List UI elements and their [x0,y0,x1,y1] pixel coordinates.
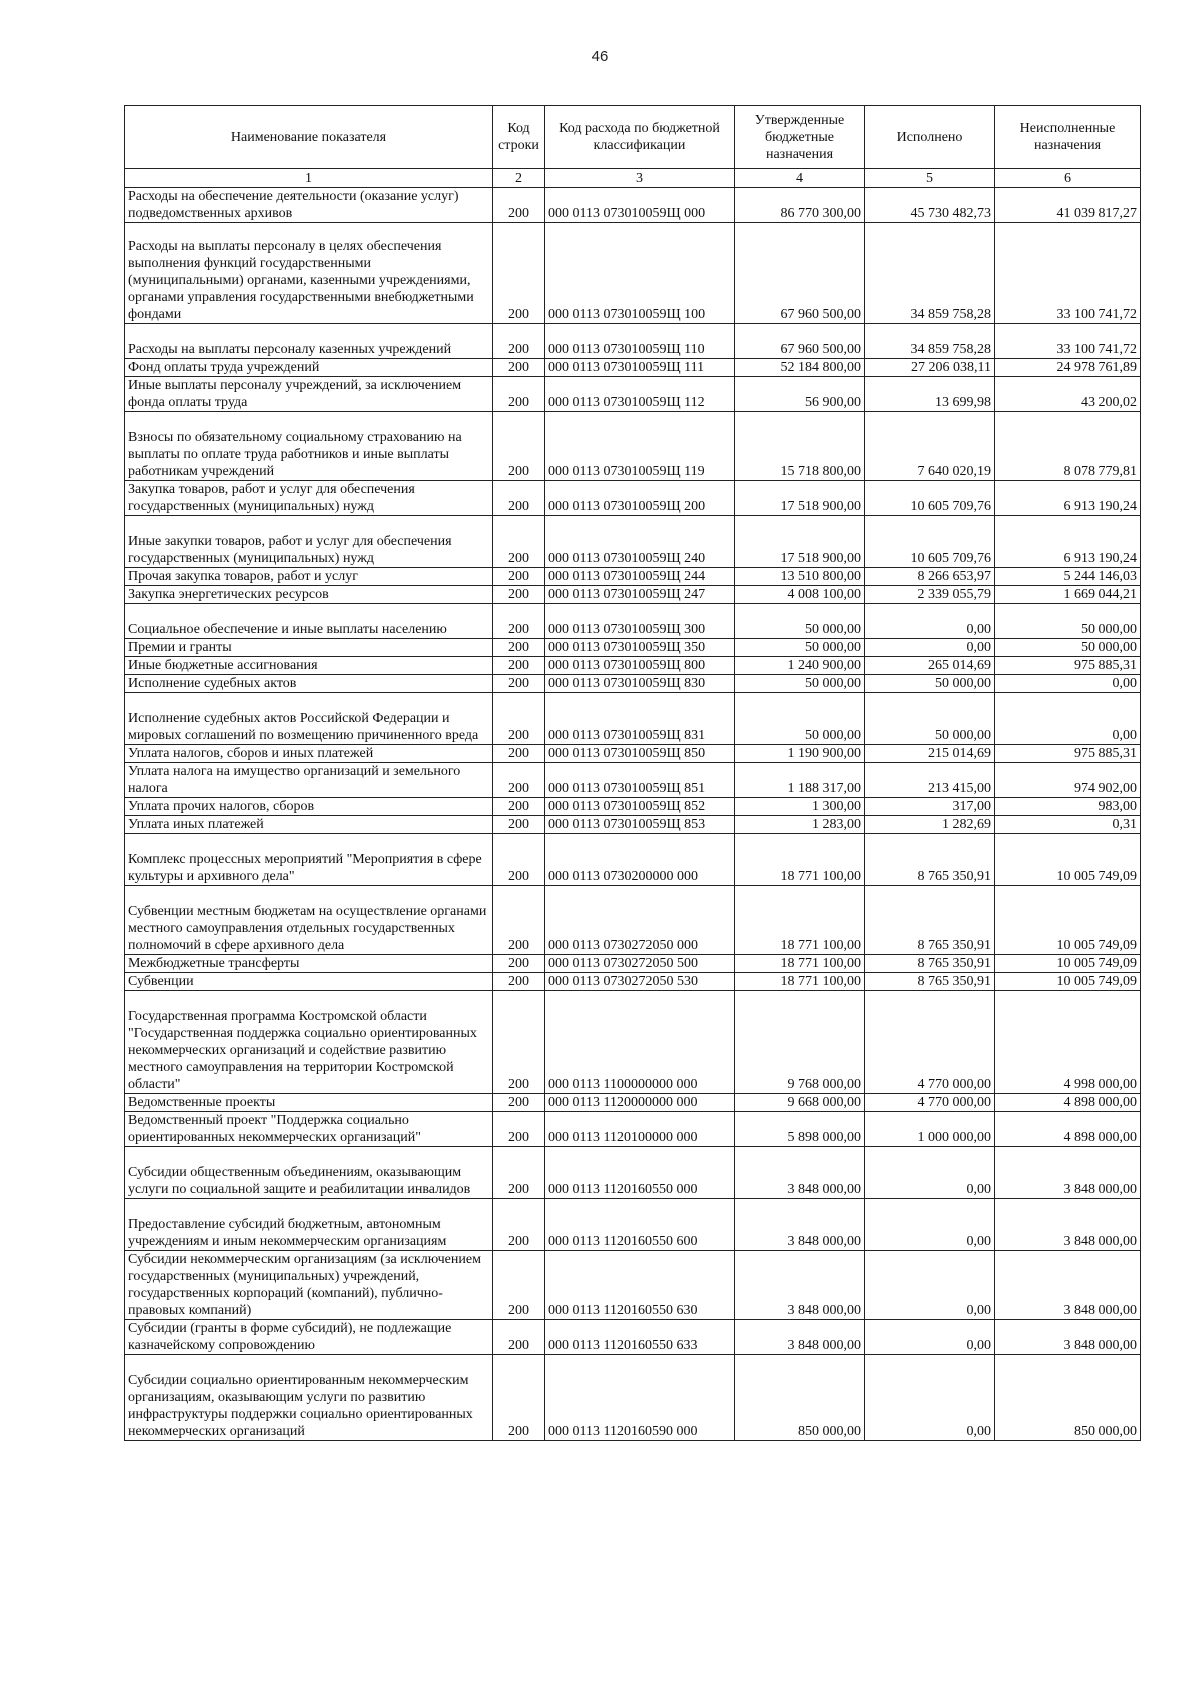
row-executed-amount: 0,00 [865,1147,995,1199]
column-number: 3 [545,169,735,188]
row-approved-amount: 9 668 000,00 [735,1094,865,1112]
table-row [125,223,1141,324]
row-executed-amount: 215 014,69 [865,745,995,763]
column-number: 1 [125,169,493,188]
row-approved-amount: 67 960 500,00 [735,324,865,359]
row-executed-amount: 8 765 350,91 [865,834,995,886]
table-row [125,604,1141,639]
row-expense-code: 000 0113 073010059Щ 244 [545,568,735,586]
row-unexecuted-amount: 50 000,00 [995,639,1141,657]
row-unexecuted-amount: 975 885,31 [995,657,1141,675]
row-name: Закупка энергетических ресурсов [125,586,493,604]
table-row [125,516,1141,568]
row-name: Прочая закупка товаров, работ и услуг [125,568,493,586]
row-approved-amount: 9 768 000,00 [735,991,865,1094]
row-line-code: 200 [493,816,545,834]
row-name: Уплата налогов, сборов и иных платежей [125,745,493,763]
row-executed-amount: 8 765 350,91 [865,955,995,973]
row-unexecuted-amount: 10 005 749,09 [995,955,1141,973]
table-row [125,693,1141,745]
row-executed-amount: 0,00 [865,639,995,657]
row-expense-code: 000 0113 073010059Щ 247 [545,586,735,604]
row-expense-code: 000 0113 073010059Щ 111 [545,359,735,377]
row-line-code: 200 [493,834,545,886]
row-approved-amount: 4 008 100,00 [735,586,865,604]
row-unexecuted-amount: 41 039 817,27 [995,188,1141,223]
row-executed-amount: 8 765 350,91 [865,886,995,955]
row-line-code: 200 [493,324,545,359]
row-expense-code: 000 0113 0730272050 000 [545,886,735,955]
header-indicator-name: Наименование показателя [125,106,493,169]
row-expense-code: 000 0113 073010059Щ 850 [545,745,735,763]
row-line-code: 200 [493,188,545,223]
row-line-code: 200 [493,1094,545,1112]
row-name: Ведомственный проект "Поддержка социально ориентированных некоммерческих организаций" [125,1112,493,1147]
row-executed-amount: 213 415,00 [865,763,995,798]
row-line-code: 200 [493,1320,545,1355]
row-expense-code: 000 0113 073010059Щ 800 [545,657,735,675]
row-approved-amount: 17 518 900,00 [735,516,865,568]
row-expense-code: 000 0113 0730200000 000 [545,834,735,886]
column-number: 2 [493,169,545,188]
table-row [125,1094,1141,1112]
row-approved-amount: 3 848 000,00 [735,1147,865,1199]
row-unexecuted-amount: 10 005 749,09 [995,834,1141,886]
row-expense-code: 000 0113 073010059Щ 853 [545,816,735,834]
row-name: Фонд оплаты труда учреждений [125,359,493,377]
row-line-code: 200 [493,1355,545,1441]
row-approved-amount: 13 510 800,00 [735,568,865,586]
row-approved-amount: 18 771 100,00 [735,886,865,955]
row-executed-amount: 8 765 350,91 [865,973,995,991]
row-executed-amount: 4 770 000,00 [865,1094,995,1112]
row-expense-code: 000 0113 1100000000 000 [545,991,735,1094]
row-line-code: 200 [493,1251,545,1320]
row-line-code: 200 [493,639,545,657]
row-unexecuted-amount: 974 902,00 [995,763,1141,798]
table-body [125,188,1141,1441]
row-executed-amount: 10 605 709,76 [865,481,995,516]
row-executed-amount: 0,00 [865,1355,995,1441]
row-unexecuted-amount: 0,00 [995,675,1141,693]
row-line-code: 200 [493,675,545,693]
row-unexecuted-amount: 43 200,02 [995,377,1141,412]
row-executed-amount: 2 339 055,79 [865,586,995,604]
table-row [125,1355,1141,1441]
row-name: Иные бюджетные ассигнования [125,657,493,675]
row-name: Субсидии некоммерческим организациям (за исключением государственных (муниципальных) учреждений, государственных корпораций (компаний), публично-правовых компаний) [125,1251,493,1320]
row-executed-amount: 10 605 709,76 [865,516,995,568]
row-expense-code: 000 0113 1120160550 633 [545,1320,735,1355]
row-unexecuted-amount: 8 078 779,81 [995,412,1141,481]
row-unexecuted-amount: 3 848 000,00 [995,1199,1141,1251]
row-unexecuted-amount: 0,00 [995,693,1141,745]
row-unexecuted-amount: 33 100 741,72 [995,324,1141,359]
row-name: Иные закупки товаров, работ и услуг для обеспечения государственных (муниципальных) нужд [125,516,493,568]
row-executed-amount: 50 000,00 [865,693,995,745]
row-unexecuted-amount: 1 669 044,21 [995,586,1141,604]
row-unexecuted-amount: 0,31 [995,816,1141,834]
row-executed-amount: 50 000,00 [865,675,995,693]
row-executed-amount: 13 699,98 [865,377,995,412]
budget-execution-table [124,105,1141,1441]
row-approved-amount: 18 771 100,00 [735,955,865,973]
row-unexecuted-amount: 5 244 146,03 [995,568,1141,586]
page-number: 46 [591,48,609,65]
row-line-code: 200 [493,745,545,763]
row-approved-amount: 3 848 000,00 [735,1251,865,1320]
table-row [125,481,1141,516]
column-number: 6 [995,169,1141,188]
row-unexecuted-amount: 4 898 000,00 [995,1094,1141,1112]
row-expense-code: 000 0113 0730272050 530 [545,973,735,991]
row-line-code: 200 [493,359,545,377]
row-expense-code: 000 0113 1120160550 600 [545,1199,735,1251]
row-approved-amount: 52 184 800,00 [735,359,865,377]
column-number: 4 [735,169,865,188]
row-expense-code: 000 0113 073010059Щ 350 [545,639,735,657]
table-header-row [125,106,1141,169]
column-number: 5 [865,169,995,188]
row-name: Субсидии социально ориентированным некоммерческим организациям, оказывающим услуги по развитию инфраструктуры поддержки социально ориентированных некоммерческих организаций [125,1355,493,1441]
row-expense-code: 000 0113 1120160550 000 [545,1147,735,1199]
table-row [125,745,1141,763]
row-approved-amount: 86 770 300,00 [735,188,865,223]
row-unexecuted-amount: 33 100 741,72 [995,223,1141,324]
row-line-code: 200 [493,798,545,816]
table-row [125,359,1141,377]
row-executed-amount: 1 000 000,00 [865,1112,995,1147]
row-name: Уплата налога на имущество организаций и земельного налога [125,763,493,798]
row-line-code: 200 [493,955,545,973]
row-approved-amount: 3 848 000,00 [735,1199,865,1251]
row-expense-code: 000 0113 1120100000 000 [545,1112,735,1147]
row-approved-amount: 1 283,00 [735,816,865,834]
row-executed-amount: 27 206 038,11 [865,359,995,377]
header-executed: Исполнено [865,106,995,169]
table-row [125,324,1141,359]
row-line-code: 200 [493,763,545,798]
row-line-code: 200 [493,1199,545,1251]
table-row [125,1199,1141,1251]
row-name: Закупка товаров, работ и услуг для обеспечения государственных (муниципальных) нужд [125,481,493,516]
table-row [125,639,1141,657]
row-name: Расходы на выплаты персоналу в целях обеспечения выполнения функций государственными (муниципальными) органами, казенными учреждениями, органами управления государственными внебюджетными фондами [125,223,493,324]
row-executed-amount: 7 640 020,19 [865,412,995,481]
row-expense-code: 000 0113 073010059Щ 831 [545,693,735,745]
table-row [125,834,1141,886]
row-approved-amount: 50 000,00 [735,639,865,657]
row-executed-amount: 34 859 758,28 [865,324,995,359]
header-expense-code: Код расхода по бюджетной классификации [545,106,735,169]
row-line-code: 200 [493,568,545,586]
row-unexecuted-amount: 6 913 190,24 [995,481,1141,516]
row-unexecuted-amount: 983,00 [995,798,1141,816]
row-name: Исполнение судебных актов Российской Федерации и мировых соглашений по возмещению причиненного вреда [125,693,493,745]
row-approved-amount: 18 771 100,00 [735,973,865,991]
row-executed-amount: 8 266 653,97 [865,568,995,586]
row-executed-amount: 0,00 [865,1199,995,1251]
row-executed-amount: 317,00 [865,798,995,816]
header-line-code: Код строки [493,106,545,169]
row-name: Расходы на выплаты персоналу казенных учреждений [125,324,493,359]
row-name: Предоставление субсидий бюджетным, автономным учреждениям и иным некоммерческим организациям [125,1199,493,1251]
row-name: Премии и гранты [125,639,493,657]
row-approved-amount: 1 188 317,00 [735,763,865,798]
row-name: Субсидии (гранты в форме субсидий), не подлежащие казначейскому сопровождению [125,1320,493,1355]
row-approved-amount: 1 190 900,00 [735,745,865,763]
row-line-code: 200 [493,1147,545,1199]
row-unexecuted-amount: 3 848 000,00 [995,1251,1141,1320]
row-executed-amount: 0,00 [865,604,995,639]
row-expense-code: 000 0113 073010059Щ 851 [545,763,735,798]
row-executed-amount: 34 859 758,28 [865,223,995,324]
row-line-code: 200 [493,377,545,412]
row-unexecuted-amount: 10 005 749,09 [995,973,1141,991]
table-row [125,1320,1141,1355]
row-line-code: 200 [493,604,545,639]
table-row [125,886,1141,955]
table-row [125,1112,1141,1147]
row-name: Взносы по обязательному социальному страхованию на выплаты по оплате труда работников и иные выплаты работникам учреждений [125,412,493,481]
row-expense-code: 000 0113 073010059Щ 000 [545,188,735,223]
row-unexecuted-amount: 3 848 000,00 [995,1147,1141,1199]
row-expense-code: 000 0113 1120160590 000 [545,1355,735,1441]
row-name: Расходы на обеспечение деятельности (оказание услуг) подведомственных архивов [125,188,493,223]
table-row [125,973,1141,991]
row-line-code: 200 [493,481,545,516]
table-row [125,991,1141,1094]
header-approved: Утвержденные бюджетные назначения [735,106,865,169]
table-row [125,1147,1141,1199]
row-line-code: 200 [493,516,545,568]
row-approved-amount: 5 898 000,00 [735,1112,865,1147]
row-unexecuted-amount: 50 000,00 [995,604,1141,639]
row-unexecuted-amount: 4 998 000,00 [995,991,1141,1094]
row-unexecuted-amount: 10 005 749,09 [995,886,1141,955]
table-row [125,412,1141,481]
row-name: Государственная программа Костромской области "Государственная поддержка социально ориентированных некоммерческих организаций и содействие развитию местного самоуправления на территории Костромской области" [125,991,493,1094]
row-line-code: 200 [493,1112,545,1147]
row-line-code: 200 [493,223,545,324]
row-approved-amount: 3 848 000,00 [735,1320,865,1355]
row-expense-code: 000 0113 073010059Щ 119 [545,412,735,481]
row-executed-amount: 1 282,69 [865,816,995,834]
row-expense-code: 000 0113 073010059Щ 300 [545,604,735,639]
row-executed-amount: 0,00 [865,1251,995,1320]
row-approved-amount: 50 000,00 [735,604,865,639]
row-approved-amount: 1 300,00 [735,798,865,816]
row-unexecuted-amount: 3 848 000,00 [995,1320,1141,1355]
row-name: Исполнение судебных актов [125,675,493,693]
row-unexecuted-amount: 850 000,00 [995,1355,1141,1441]
table-row [125,657,1141,675]
row-unexecuted-amount: 4 898 000,00 [995,1112,1141,1147]
table-row [125,188,1141,223]
table-row [125,955,1141,973]
row-approved-amount: 50 000,00 [735,675,865,693]
row-line-code: 200 [493,973,545,991]
row-expense-code: 000 0113 073010059Щ 200 [545,481,735,516]
table-row [125,798,1141,816]
row-executed-amount: 265 014,69 [865,657,995,675]
row-name: Комплекс процессных мероприятий "Мероприятия в сфере культуры и архивного дела" [125,834,493,886]
row-executed-amount: 45 730 482,73 [865,188,995,223]
row-name: Иные выплаты персоналу учреждений, за исключением фонда оплаты труда [125,377,493,412]
row-expense-code: 000 0113 1120160550 630 [545,1251,735,1320]
row-line-code: 200 [493,693,545,745]
table-row [125,586,1141,604]
column-numbers-row [125,169,1141,188]
row-approved-amount: 56 900,00 [735,377,865,412]
row-expense-code: 000 0113 0730272050 500 [545,955,735,973]
row-expense-code: 000 0113 073010059Щ 240 [545,516,735,568]
row-approved-amount: 15 718 800,00 [735,412,865,481]
row-line-code: 200 [493,657,545,675]
row-line-code: 200 [493,886,545,955]
row-approved-amount: 67 960 500,00 [735,223,865,324]
table-row [125,377,1141,412]
row-unexecuted-amount: 975 885,31 [995,745,1141,763]
table-row [125,675,1141,693]
row-expense-code: 000 0113 073010059Щ 110 [545,324,735,359]
row-expense-code: 000 0113 073010059Щ 100 [545,223,735,324]
row-approved-amount: 1 240 900,00 [735,657,865,675]
row-approved-amount: 17 518 900,00 [735,481,865,516]
table-row [125,763,1141,798]
header-unexecuted: Неисполненные назначения [995,106,1141,169]
table-row [125,1251,1141,1320]
row-approved-amount: 18 771 100,00 [735,834,865,886]
row-expense-code: 000 0113 073010059Щ 112 [545,377,735,412]
row-approved-amount: 50 000,00 [735,693,865,745]
row-name: Ведомственные проекты [125,1094,493,1112]
row-name: Субвенции местным бюджетам на осуществление органами местного самоуправления отдельных государственных полномочий в сфере архивного дела [125,886,493,955]
row-line-code: 200 [493,991,545,1094]
row-expense-code: 000 0113 1120000000 000 [545,1094,735,1112]
row-name: Субсидии общественным объединениям, оказывающим услуги по социальной защите и реабилитации инвалидов [125,1147,493,1199]
row-executed-amount: 4 770 000,00 [865,991,995,1094]
row-executed-amount: 0,00 [865,1320,995,1355]
row-line-code: 200 [493,412,545,481]
row-name: Социальное обеспечение и иные выплаты населению [125,604,493,639]
row-line-code: 200 [493,586,545,604]
row-name: Межбюджетные трансферты [125,955,493,973]
row-expense-code: 000 0113 073010059Щ 830 [545,675,735,693]
row-name: Уплата иных платежей [125,816,493,834]
row-expense-code: 000 0113 073010059Щ 852 [545,798,735,816]
table-row [125,568,1141,586]
row-unexecuted-amount: 24 978 761,89 [995,359,1141,377]
row-name: Субвенции [125,973,493,991]
row-approved-amount: 850 000,00 [735,1355,865,1441]
table-row [125,816,1141,834]
row-name: Уплата прочих налогов, сборов [125,798,493,816]
row-unexecuted-amount: 6 913 190,24 [995,516,1141,568]
